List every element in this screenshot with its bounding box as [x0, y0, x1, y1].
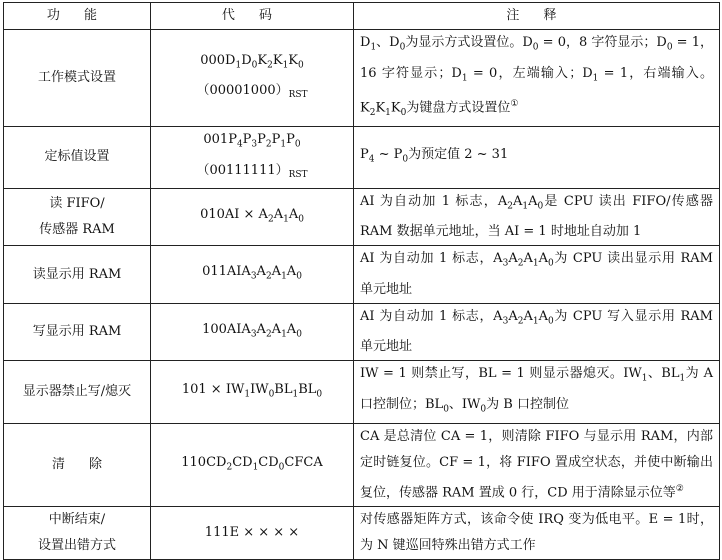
code-cell: $001P_4P_3P_2P_1P_0$ $(00111111)_{RST}$	[151, 127, 354, 189]
table-row	[4, 188, 720, 246]
table-row	[4, 30, 720, 127]
table-row	[4, 127, 720, 189]
function-cell: 写显示用 RAM	[4, 303, 151, 361]
table-row	[4, 303, 720, 361]
function-cell: 工作模式设置	[4, 30, 151, 127]
function-cell: 清除	[4, 423, 151, 506]
function-cell: 显示器禁止写/熄灭	[4, 361, 151, 423]
function-cell: 读 FIFO/ 传感器 RAM	[4, 188, 151, 246]
note-cell: IW = 1 则禁止写，BL = 1 则显示器熄灭。$IW_1$、$BL_1$为 A 口控制位；$BL_0$、$IW_0$为 B 口控制位	[354, 361, 720, 423]
code-cell: $011AIA_3A_2A_1A_0$	[151, 246, 354, 304]
header-function: 功 能	[4, 3, 151, 30]
code-cell: $010AI \times A_2A_1A_0$	[151, 188, 354, 246]
note-cell: AI 为自动加 1 标志，$A_3A_2A_1A_0$为 CPU 写入显示用 RAM 单元地址	[354, 303, 720, 361]
note-cell: 对传感器矩阵方式，该命令使 IRQ 变为低电平。E = 1时，为 N 键巡回特殊出错方式工作	[354, 507, 720, 560]
note-cell: $P_4$ ~ $P_0$为预定值 2 ~ 31	[354, 127, 720, 189]
code-cell: $110CD_2CD_1CD_0CFCA$	[151, 423, 354, 506]
note-cell: AI 为自动加 1 标志，$A_3A_2A_1A_0$为 CPU 读出显示用 RAM 单元地址	[354, 246, 720, 304]
code-cell: $100AIA_3A_2A_1A_0$	[151, 303, 354, 361]
code-cell: 111E × × × ×	[151, 507, 354, 560]
note-cell: AI 为自动加 1 标志，$A_2A_1A_0$是 CPU 读出 FIFO/传感器 RAM 数据单元地址，当 AI = 1 时地址自动加 1	[354, 188, 720, 246]
function-cell: 读显示用 RAM	[4, 246, 151, 304]
function-cell: 定标值设置	[4, 127, 151, 189]
code-cell: $000D_1D_0K_2K_1K_0$ $(00001000)_{RST}$	[151, 30, 354, 127]
table-row	[4, 507, 720, 560]
function-cell: 中断结束/ 设置出错方式	[4, 507, 151, 560]
command-table	[3, 2, 720, 560]
table-row	[4, 423, 720, 506]
note-cell: CA 是总清位 CA = 1，则清除 FIFO 与显示用 RAM，内部定时链复位。CF = 1，将 FIFO 置成空状态，并使中断输出复位，传感器 RAM 置成 0 行，CD 用于清除显示位等②	[354, 423, 720, 506]
note-cell: $D_1$、$D_0$为显示方式设置位。$D_0 = 0$，8 字符显示；$D_0 = 1$，16 字符显示；$D_1 = 0$，左端输入；$D_1 = 1$，右端输入。$K_2K_1K_0$为键盘方式设置位①	[354, 30, 720, 127]
header-code: 代 码	[151, 3, 354, 30]
code-cell: $101 \times IW_1IW_0BL_1BL_0$	[151, 361, 354, 423]
header-note: 注 释	[354, 3, 720, 30]
table-header-row	[4, 3, 720, 30]
table-row	[4, 361, 720, 423]
table-row	[4, 246, 720, 304]
